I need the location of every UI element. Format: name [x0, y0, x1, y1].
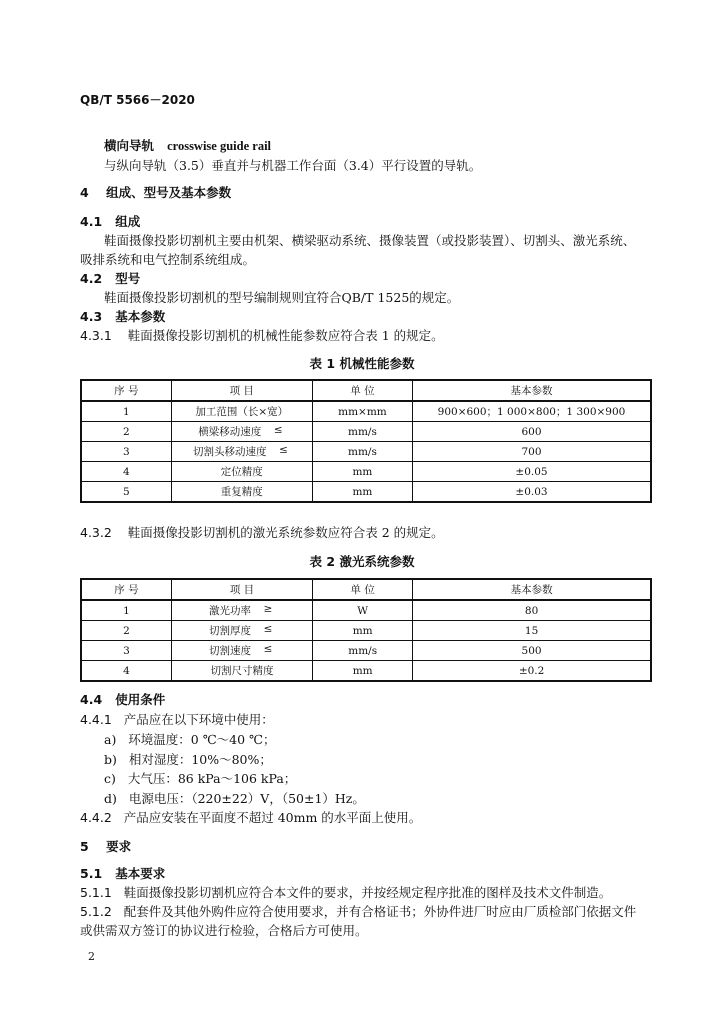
row-symbol: ≤ [273, 424, 283, 436]
row-item: 切割头移动速度 ≤ [171, 442, 312, 462]
row-value: 80 [413, 600, 651, 621]
table-row [81, 422, 651, 442]
table-1 [80, 379, 652, 503]
section-4-1-heading: 4.1 组成 [80, 214, 141, 229]
row-no: 5 [81, 482, 171, 503]
row-unit: mm/s [312, 422, 412, 442]
list-item: b) 相对湿度：10%～80%； [104, 752, 272, 767]
term-title-en: crosswise guide rail [167, 139, 272, 153]
row-value: ±0.03 [413, 482, 652, 503]
section-4-2-heading: 4.2 型号 [80, 271, 141, 286]
list-item: c) 大气压：86 kPa～106 kPa； [104, 771, 297, 786]
row-item: 激光功率 ≥ [171, 600, 312, 621]
table-row [81, 401, 651, 422]
section-4-4-2-text: 4.4.2 产品应安装在平面度不超过 40mm 的水平面上使用。 [80, 810, 422, 825]
row-unit: mm/s [312, 442, 412, 462]
row-unit: W [313, 600, 413, 621]
row-no: 1 [81, 401, 171, 422]
row-no: 4 [81, 661, 171, 682]
table-2-header-row [81, 579, 651, 600]
section-4-1-text-line1: 鞋面摄像投影切割机主要由机架、横梁驱动系统、摄像装置（或投影装置）、切割头、激光系统、 [104, 233, 636, 248]
row-value: ±0.05 [413, 462, 652, 482]
row-value: 600 [413, 422, 652, 442]
row-item: 加工范围（长×宽） [171, 401, 312, 422]
row-item: 重复精度 [171, 482, 312, 503]
table-row [81, 661, 651, 682]
row-unit: mm [312, 462, 412, 482]
section-4-2-text: 鞋面摄像投影切割机的型号编制规则宜符合QB/T 1525的规定。 [104, 290, 460, 305]
table-header-value: 基本参数 [413, 579, 651, 600]
table-header-item: 项 目 [171, 579, 312, 600]
table-row [81, 641, 651, 661]
table-header-item: 项 目 [171, 380, 312, 401]
section-4-4-heading: 4.4 使用条件 [80, 692, 166, 707]
term-definition: 与纵向导轨（3.5）垂直并与机器工作台面（3.4）平行设置的导轨。 [104, 158, 482, 173]
section-4-3-1-text: 4.3.1 鞋面摄像投影切割机的机械性能参数应符合表 1 的规定。 [80, 328, 444, 343]
list-item: d) 电源电压：（220±22）V，（50±1）Hz。 [104, 791, 365, 806]
section-5-1-1-text: 5.1.1 鞋面摄像投影切割机应符合本文件的要求，并按经规定程序批准的图样及技术文件制造。 [80, 885, 612, 900]
row-no: 2 [81, 422, 171, 442]
row-value: ±0.2 [413, 661, 651, 682]
row-item: 切割速度 ≤ [171, 641, 312, 661]
row-value: 15 [413, 621, 651, 641]
list-item: a) 环境温度：0 ℃～40 ℃； [104, 732, 276, 747]
section-4-3-heading: 4.3 基本参数 [80, 309, 166, 324]
section-5-1-2-text-line1: 5.1.2 配套件及其他外购件应符合使用要求，并有合格证书；外协件进厂时应由厂质检部门依据文件 [80, 904, 637, 919]
row-unit: mm [313, 621, 413, 641]
table-row [81, 621, 651, 641]
row-value: 700 [413, 442, 652, 462]
row-unit: mm×mm [312, 401, 412, 422]
table-2 [80, 578, 652, 682]
table-header-no: 序 号 [81, 579, 171, 600]
table-header-unit: 单 位 [312, 380, 412, 401]
table-2-caption: 表 2 激光系统参数 [309, 554, 415, 569]
row-symbol: ≤ [263, 643, 273, 655]
row-no: 2 [81, 621, 171, 641]
table-row [81, 482, 651, 503]
table-row [81, 462, 651, 482]
row-no: 3 [81, 442, 171, 462]
row-symbol: ≤ [263, 623, 273, 635]
section-4-4-1-text: 4.4.1 产品应在以下环境中使用： [80, 712, 274, 727]
term-title [104, 136, 271, 154]
row-symbol: ≥ [263, 603, 273, 615]
table-1-header-row [81, 380, 651, 401]
table-row [81, 442, 651, 462]
table-header-no: 序 号 [81, 380, 171, 401]
row-no: 4 [81, 462, 171, 482]
section-5-1-heading: 5.1 基本要求 [80, 866, 166, 881]
section-5-1-2-text-line2: 或供需双方签订的协议进行检验，合格后方可使用。 [80, 923, 368, 938]
row-item: 切割尺寸精度 [171, 661, 312, 682]
row-value: 900×600；1 000×800；1 300×900 [413, 401, 652, 422]
page-number: 2 [88, 950, 95, 963]
table-header-value: 基本参数 [413, 380, 652, 401]
row-unit: mm/s [313, 641, 413, 661]
table-header-unit: 单 位 [313, 579, 413, 600]
section-4-3-2-text: 4.3.2 鞋面摄像投影切割机的激光系统参数应符合表 2 的规定。 [80, 525, 444, 540]
document-code: QB/T 5566－2020 [80, 93, 195, 107]
section-4-heading: 4 组成、型号及基本参数 [80, 185, 232, 200]
row-item: 切割厚度 ≤ [171, 621, 312, 641]
row-unit: mm [312, 482, 412, 503]
row-symbol: ≤ [279, 444, 288, 456]
section-5-heading: 5 要求 [80, 839, 132, 854]
section-4-1-text-line2: 吸排系统和电气控制系统组成。 [80, 252, 256, 267]
term-title-cn: 横向导轨 [104, 138, 155, 153]
row-item: 定位精度 [171, 462, 312, 482]
row-item: 横梁移动速度 ≤ [171, 422, 312, 442]
row-value: 500 [413, 641, 651, 661]
table-row [81, 600, 651, 621]
row-unit: mm [313, 661, 413, 682]
row-no: 3 [81, 641, 171, 661]
table-1-caption: 表 1 机械性能参数 [309, 356, 415, 371]
row-no: 1 [81, 600, 171, 621]
